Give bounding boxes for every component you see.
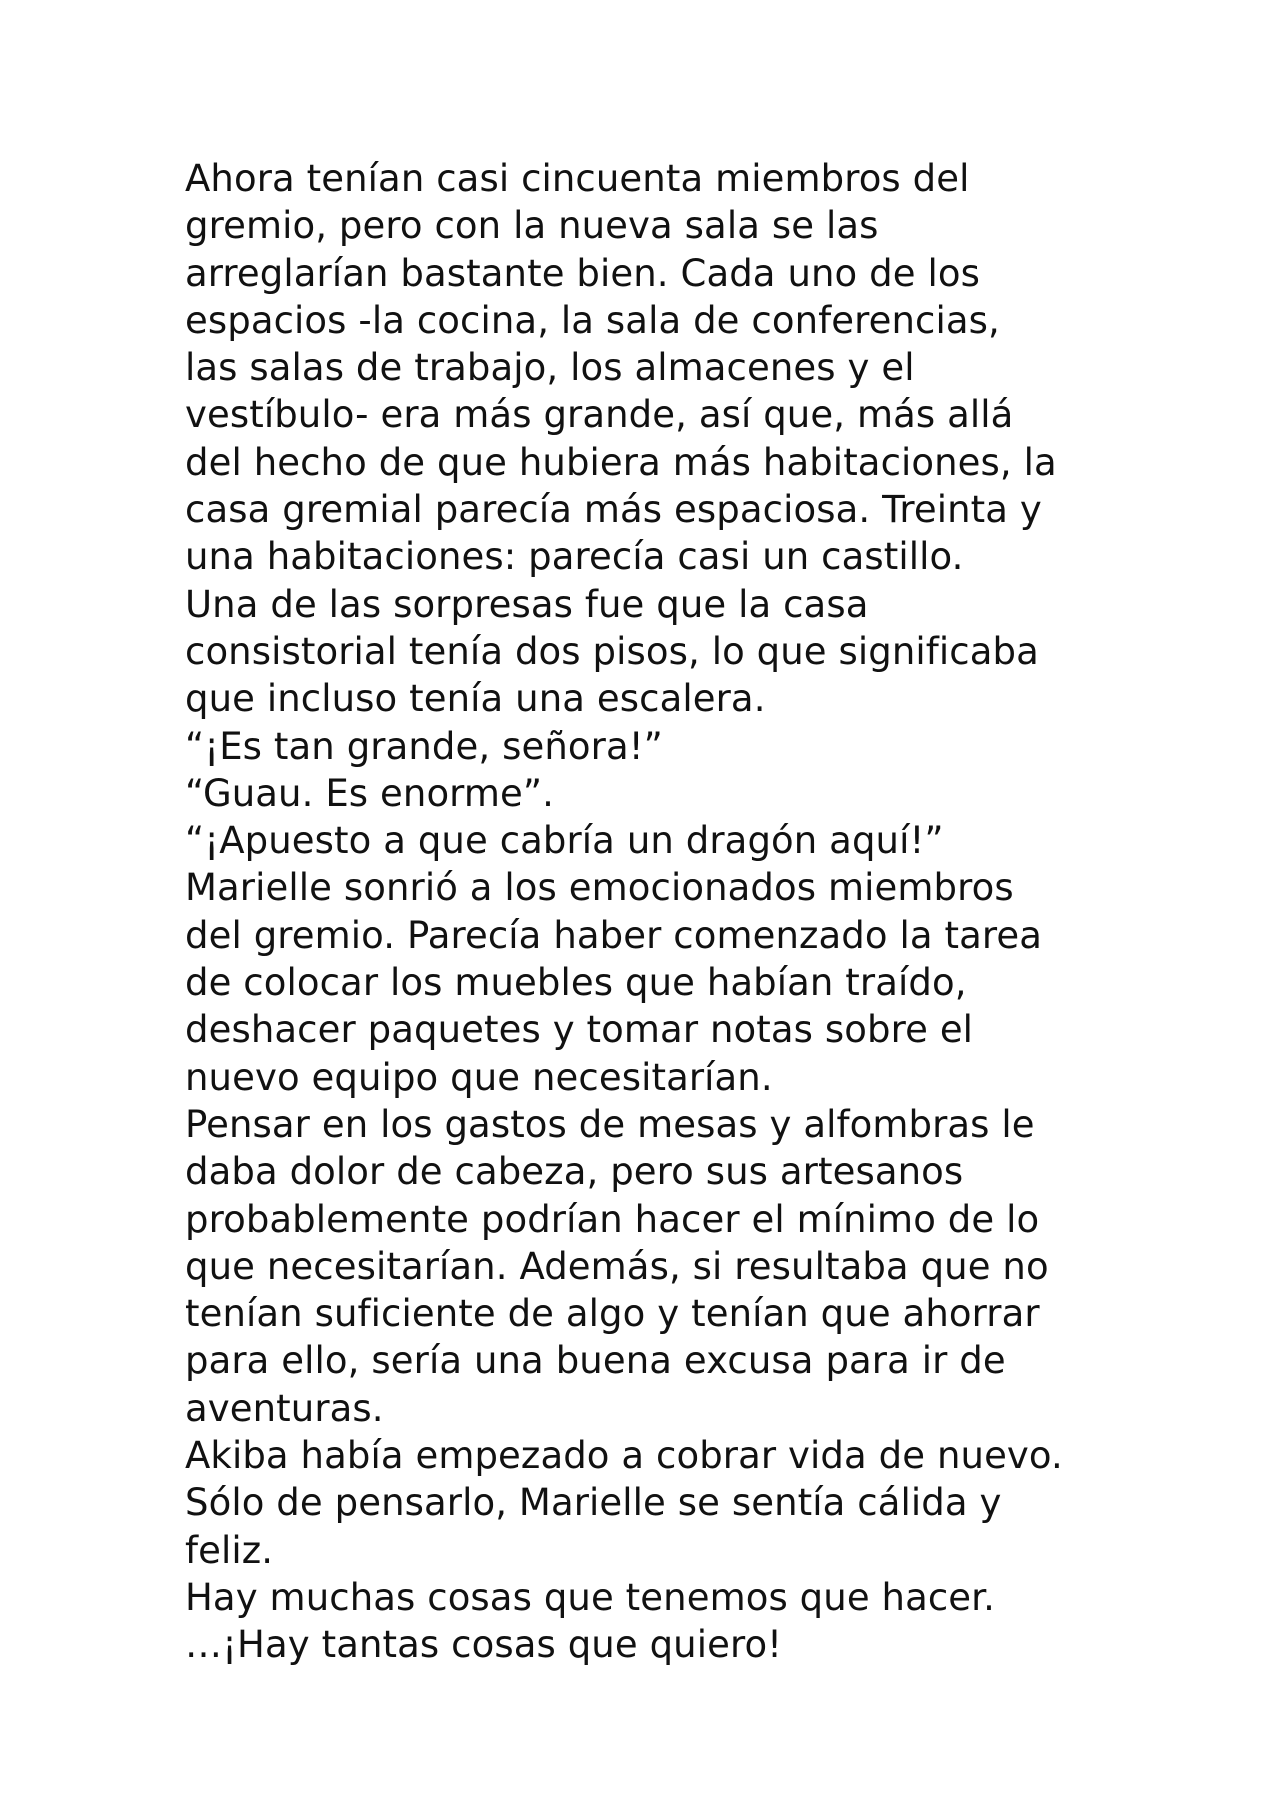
text-line: que incluso tenía una escalera. (185, 677, 766, 721)
text-line: que necesitarían. Además, si resultaba que no (185, 1244, 1049, 1288)
text-line: gremio, pero con la nueva sala se las (185, 204, 879, 248)
text-line: aventuras. (185, 1386, 384, 1430)
text-line: nuevo equipo que necesitarían. (185, 1055, 773, 1099)
text-line: Sólo de pensarlo, Marielle se sentía cálida y (185, 1481, 1002, 1525)
text-line: espacios -la cocina, la sala de conferencias, (185, 298, 1000, 342)
text-line: …¡Hay tantas cosas que quiero! (185, 1623, 783, 1667)
text-line: Una de las sorpresas fue que la casa (185, 582, 869, 626)
dialogue-line: “¡Es tan grande, señora!” (185, 724, 663, 768)
text-line: de colocar los muebles que habían traído, (185, 961, 967, 1005)
text-line: tenían suficiente de algo y tenían que ahorrar (185, 1292, 1040, 1336)
text-line: daba dolor de cabeza, pero sus artesanos (185, 1150, 964, 1194)
text-line: Ahora tenían casi cincuenta miembros del (185, 157, 970, 200)
text-line: Pensar en los gastos de mesas y alfombras le (185, 1102, 1035, 1146)
text-line: para ello, sería una buena excusa para ir de (185, 1339, 1006, 1383)
text-line: probablemente podrían hacer el mínimo de lo (185, 1197, 1040, 1241)
text-line: consistorial tenía dos pisos, lo que significaba (185, 629, 1039, 673)
text-line: del gremio. Parecía haber comenzado la tarea (185, 913, 1043, 957)
text-line: Hay muchas cosas que tenemos que hacer. (185, 1575, 995, 1619)
dialogue-line: “Guau. Es enorme”. (185, 771, 554, 815)
dialogue-line: “¡Apuesto a que cabría un dragón aquí!” (185, 819, 944, 863)
body-text (185, 155, 1185, 1669)
text-line: Marielle sonrió a los emocionados miembros (185, 866, 1014, 910)
text-line: Akiba había empezado a cobrar vida de nuevo. (185, 1434, 1063, 1478)
text-line: casa gremial parecía más espaciosa. Treinta y (185, 488, 1042, 532)
text-line: deshacer paquetes y tomar notas sobre el (185, 1008, 974, 1052)
text-line: las salas de trabajo, los almacenes y el (185, 346, 915, 390)
text-line: arreglarían bastante bien. Cada uno de los (185, 251, 980, 295)
text-line: feliz. (185, 1528, 274, 1572)
text-line: del hecho de que hubiera más habitaciones, la (185, 440, 1057, 484)
text-line: vestíbulo- era más grande, así que, más allá (185, 393, 1014, 437)
text-line: una habitaciones: parecía casi un castillo. (185, 535, 964, 579)
